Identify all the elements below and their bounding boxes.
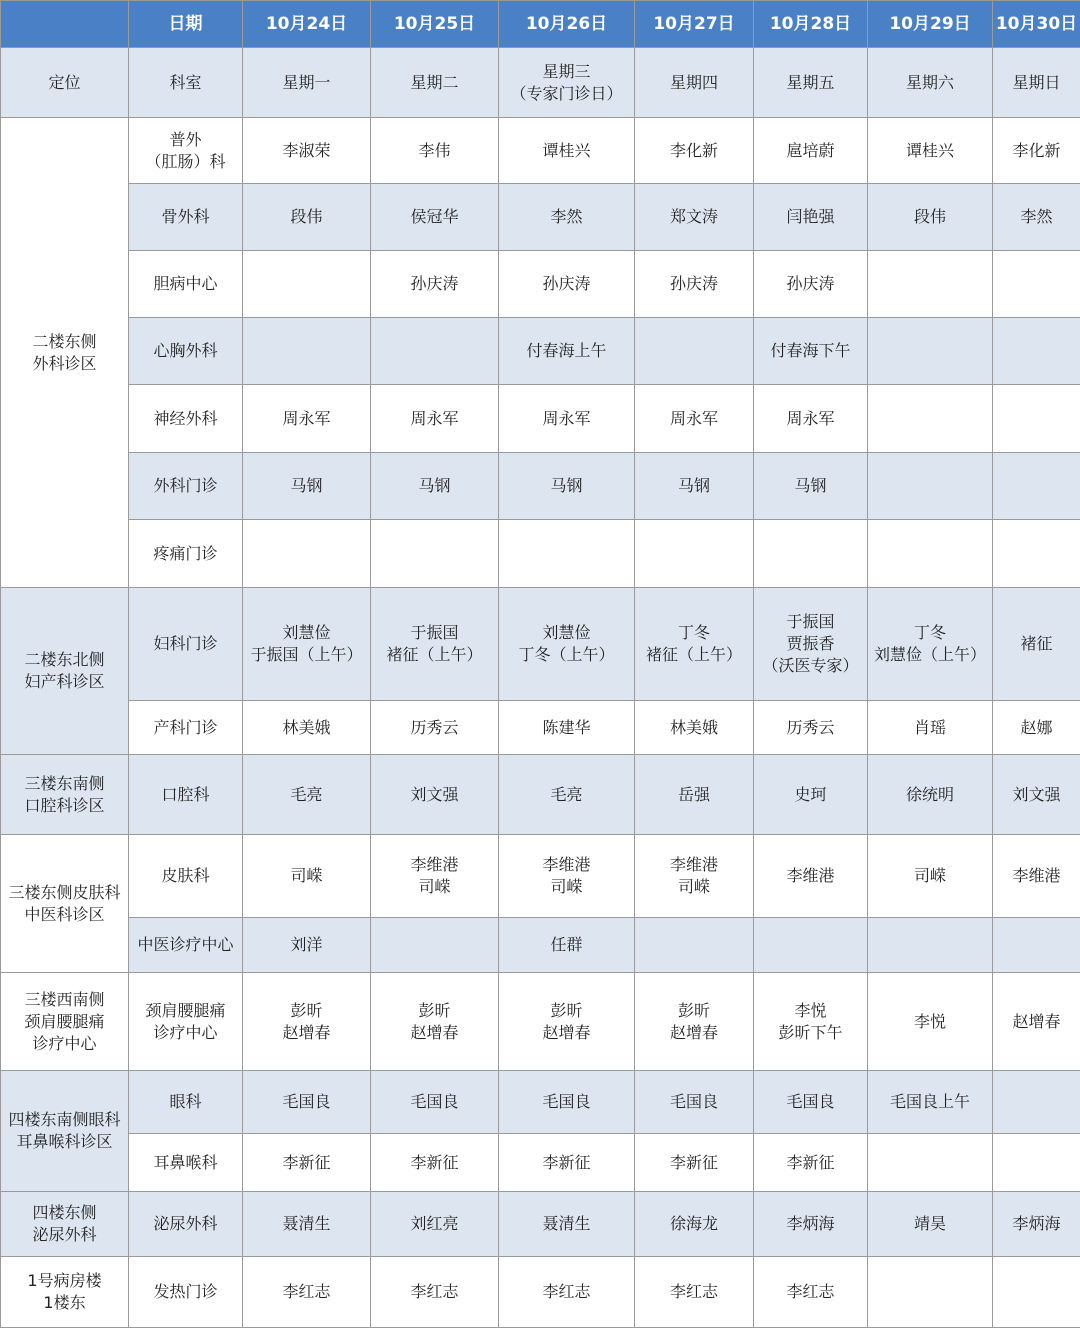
table-row: [1, 588, 1080, 701]
weekday-cell: 星期一: [243, 48, 371, 118]
date-cell: 10月29日: [868, 1, 993, 48]
doctor-cell: 闫艳强: [754, 184, 868, 251]
dept-cell: 中医诊疗中心: [129, 918, 243, 973]
doctor-cell: 李红志: [243, 1257, 371, 1328]
doctor-cell: 侯冠华: [371, 184, 499, 251]
doctor-cell: [993, 918, 1080, 973]
doctor-cell: 李新征: [754, 1134, 868, 1192]
doctor-cell: 李然: [499, 184, 635, 251]
doctor-cell: 周永军: [371, 385, 499, 453]
dept-cell: 普外 （肛肠）科: [129, 118, 243, 184]
dept-cell: 口腔科: [129, 755, 243, 835]
doctor-cell: 扈培蔚: [754, 118, 868, 184]
location-cell: 三楼东侧皮肤科 中医科诊区: [1, 835, 129, 973]
table-row: [1, 1071, 1080, 1134]
doctor-cell: 肖瑶: [868, 701, 993, 755]
doctor-cell: [635, 918, 754, 973]
table-row: [1, 385, 1080, 453]
doctor-cell: [993, 520, 1080, 588]
doctor-cell: [993, 1134, 1080, 1192]
doctor-cell: 李红志: [371, 1257, 499, 1328]
doctor-cell: 毛国良: [499, 1071, 635, 1134]
doctor-cell: 司嵘: [243, 835, 371, 918]
doctor-cell: [993, 1257, 1080, 1328]
date-cell: 10月30日: [993, 1, 1080, 48]
doctor-cell: [635, 318, 754, 385]
table-row: [1, 184, 1080, 251]
weekday-cell: 星期四: [635, 48, 754, 118]
date-cell: 10月26日: [499, 1, 635, 48]
doctor-cell: 毛国良上午: [868, 1071, 993, 1134]
doctor-cell: 李维港 司嵘: [499, 835, 635, 918]
doctor-cell: 周永军: [499, 385, 635, 453]
doctor-cell: 段伟: [868, 184, 993, 251]
location-cell: 二楼东侧 外科诊区: [1, 118, 129, 588]
doctor-cell: [993, 1071, 1080, 1134]
doctor-cell: [754, 520, 868, 588]
doctor-cell: 靖昊: [868, 1192, 993, 1257]
table-row: [1, 1257, 1080, 1328]
doctor-cell: 岳强: [635, 755, 754, 835]
doctor-cell: 李悦 彭昕下午: [754, 973, 868, 1071]
doctor-cell: 李悦: [868, 973, 993, 1071]
doctor-cell: 段伟: [243, 184, 371, 251]
doctor-cell: 彭昕 赵增春: [371, 973, 499, 1071]
table-row: [1, 918, 1080, 973]
doctor-cell: [868, 1134, 993, 1192]
doctor-cell: 毛亮: [499, 755, 635, 835]
doctor-cell: 李炳海: [993, 1192, 1080, 1257]
doctor-cell: 褚征: [993, 588, 1080, 701]
doctor-cell: [993, 318, 1080, 385]
doctor-cell: [868, 453, 993, 520]
doctor-cell: 历秀云: [371, 701, 499, 755]
location-cell: 四楼东南侧眼科 耳鼻喉科诊区: [1, 1071, 129, 1192]
date-cell: 10月27日: [635, 1, 754, 48]
dept-cell: 皮肤科: [129, 835, 243, 918]
location-cell: 二楼东北侧 妇产科诊区: [1, 588, 129, 755]
doctor-cell: [243, 520, 371, 588]
dept-cell: 妇科门诊: [129, 588, 243, 701]
doctor-cell: [868, 520, 993, 588]
weekday-cell: 星期日: [993, 48, 1080, 118]
doctor-cell: 司嵘: [868, 835, 993, 918]
table-row: [1, 1134, 1080, 1192]
doctor-cell: [868, 918, 993, 973]
doctor-cell: 付春海下午: [754, 318, 868, 385]
doctor-cell: 谭桂兴: [499, 118, 635, 184]
doctor-cell: 李新征: [371, 1134, 499, 1192]
doctor-cell: 刘慧俭 于振国（上午）: [243, 588, 371, 701]
table-row: [1, 755, 1080, 835]
dept-cell: 颈肩腰腿痛 诊疗中心: [129, 973, 243, 1071]
doctor-cell: 李红志: [499, 1257, 635, 1328]
doctor-cell: [868, 1257, 993, 1328]
doctor-cell: [868, 318, 993, 385]
doctor-cell: [993, 385, 1080, 453]
doctor-cell: 毛亮: [243, 755, 371, 835]
doctor-cell: 毛国良: [371, 1071, 499, 1134]
doctor-cell: 刘慧俭 丁冬（上午）: [499, 588, 635, 701]
doctor-cell: 孙庆涛: [499, 251, 635, 318]
doctor-cell: 聂清生: [499, 1192, 635, 1257]
doctor-cell: 周永军: [635, 385, 754, 453]
date-cell: 10月28日: [754, 1, 868, 48]
doctor-cell: 丁冬 褚征（上午）: [635, 588, 754, 701]
doctor-cell: 孙庆涛: [635, 251, 754, 318]
weekday-cell: 星期六: [868, 48, 993, 118]
table-row: [1, 701, 1080, 755]
dept-cell: 疼痛门诊: [129, 520, 243, 588]
doctor-cell: 李维港 司嵘: [635, 835, 754, 918]
location-cell: 四楼东侧 泌尿外科: [1, 1192, 129, 1257]
doctor-cell: 李维港: [993, 835, 1080, 918]
doctor-cell: [499, 520, 635, 588]
table-row: [1, 835, 1080, 918]
doctor-cell: 周永军: [243, 385, 371, 453]
doctor-cell: 丁冬 刘慧俭（上午）: [868, 588, 993, 701]
table-row: [1, 251, 1080, 318]
doctor-cell: 刘文强: [371, 755, 499, 835]
doctor-cell: [868, 385, 993, 453]
weekday-header-row: [1, 48, 1080, 118]
doctor-cell: 李红志: [635, 1257, 754, 1328]
doctor-cell: 彭昕 赵增春: [243, 973, 371, 1071]
doctor-cell: 付春海上午: [499, 318, 635, 385]
location-label: 定位: [1, 48, 129, 118]
doctor-cell: 于振国 褚征（上午）: [371, 588, 499, 701]
dept-cell: 胆病中心: [129, 251, 243, 318]
doctor-cell: 彭昕 赵增春: [635, 973, 754, 1071]
doctor-cell: 毛国良: [243, 1071, 371, 1134]
doctor-cell: 马钢: [754, 453, 868, 520]
doctor-cell: 历秀云: [754, 701, 868, 755]
weekday-cell: 星期三 （专家门诊日）: [499, 48, 635, 118]
location-cell: 1号病房楼 1楼东: [1, 1257, 129, 1328]
doctor-cell: 李新征: [635, 1134, 754, 1192]
doctor-cell: [371, 520, 499, 588]
dept-label: 科室: [129, 48, 243, 118]
dept-cell: 神经外科: [129, 385, 243, 453]
table-row: [1, 973, 1080, 1071]
dept-cell: 骨外科: [129, 184, 243, 251]
date-cell: 10月25日: [371, 1, 499, 48]
doctor-cell: 周永军: [754, 385, 868, 453]
doctor-cell: 刘红亮: [371, 1192, 499, 1257]
date-header-row: [1, 1, 1080, 48]
doctor-cell: 史珂: [754, 755, 868, 835]
header-blank-cell: [1, 1, 129, 48]
dept-cell: 发热门诊: [129, 1257, 243, 1328]
doctor-cell: 李红志: [754, 1257, 868, 1328]
doctor-cell: 刘文强: [993, 755, 1080, 835]
doctor-cell: [371, 918, 499, 973]
doctor-cell: 彭昕 赵增春: [499, 973, 635, 1071]
doctor-cell: 于振国 贾振香 （沃医专家）: [754, 588, 868, 701]
doctor-cell: 林美娥: [635, 701, 754, 755]
table-row: [1, 318, 1080, 385]
doctor-cell: 赵娜: [993, 701, 1080, 755]
table-row: [1, 453, 1080, 520]
doctor-cell: [243, 251, 371, 318]
doctor-cell: 李伟: [371, 118, 499, 184]
doctor-cell: 郑文涛: [635, 184, 754, 251]
doctor-cell: 任群: [499, 918, 635, 973]
weekday-cell: 星期五: [754, 48, 868, 118]
doctor-cell: 马钢: [635, 453, 754, 520]
doctor-cell: 李维港 司嵘: [371, 835, 499, 918]
doctor-cell: 李化新: [993, 118, 1080, 184]
doctor-cell: 李新征: [499, 1134, 635, 1192]
doctor-cell: 孙庆涛: [371, 251, 499, 318]
doctor-cell: 马钢: [243, 453, 371, 520]
doctor-cell: [993, 251, 1080, 318]
doctor-cell: 孙庆涛: [754, 251, 868, 318]
doctor-cell: 李维港: [754, 835, 868, 918]
doctor-cell: 林美娥: [243, 701, 371, 755]
dept-cell: 眼科: [129, 1071, 243, 1134]
doctor-cell: 赵增春: [993, 973, 1080, 1071]
doctor-cell: 陈建华: [499, 701, 635, 755]
doctor-cell: 李炳海: [754, 1192, 868, 1257]
location-cell: 三楼西南侧 颈肩腰腿痛 诊疗中心: [1, 973, 129, 1071]
doctor-cell: 徐海龙: [635, 1192, 754, 1257]
doctor-cell: [243, 318, 371, 385]
weekday-cell: 星期二: [371, 48, 499, 118]
doctor-cell: 刘洋: [243, 918, 371, 973]
dept-cell: 心胸外科: [129, 318, 243, 385]
doctor-cell: [754, 918, 868, 973]
doctor-cell: 李新征: [243, 1134, 371, 1192]
dept-cell: 耳鼻喉科: [129, 1134, 243, 1192]
location-cell: 三楼东南侧 口腔科诊区: [1, 755, 129, 835]
table-row: [1, 1192, 1080, 1257]
doctor-cell: 毛国良: [635, 1071, 754, 1134]
doctor-cell: 李化新: [635, 118, 754, 184]
doctor-cell: 李然: [993, 184, 1080, 251]
date-cell: 10月24日: [243, 1, 371, 48]
doctor-cell: 李淑荣: [243, 118, 371, 184]
doctor-cell: [868, 251, 993, 318]
doctor-cell: [371, 318, 499, 385]
doctor-cell: 马钢: [499, 453, 635, 520]
table-row: [1, 520, 1080, 588]
dept-cell: 产科门诊: [129, 701, 243, 755]
doctor-cell: 徐统明: [868, 755, 993, 835]
doctor-cell: 聂清生: [243, 1192, 371, 1257]
table-row: [1, 118, 1080, 184]
doctor-cell: [993, 453, 1080, 520]
doctor-cell: 谭桂兴: [868, 118, 993, 184]
date-label: 日期: [129, 1, 243, 48]
doctor-cell: 毛国良: [754, 1071, 868, 1134]
dept-cell: 外科门诊: [129, 453, 243, 520]
doctor-cell: [635, 520, 754, 588]
dept-cell: 泌尿外科: [129, 1192, 243, 1257]
doctor-cell: 马钢: [371, 453, 499, 520]
